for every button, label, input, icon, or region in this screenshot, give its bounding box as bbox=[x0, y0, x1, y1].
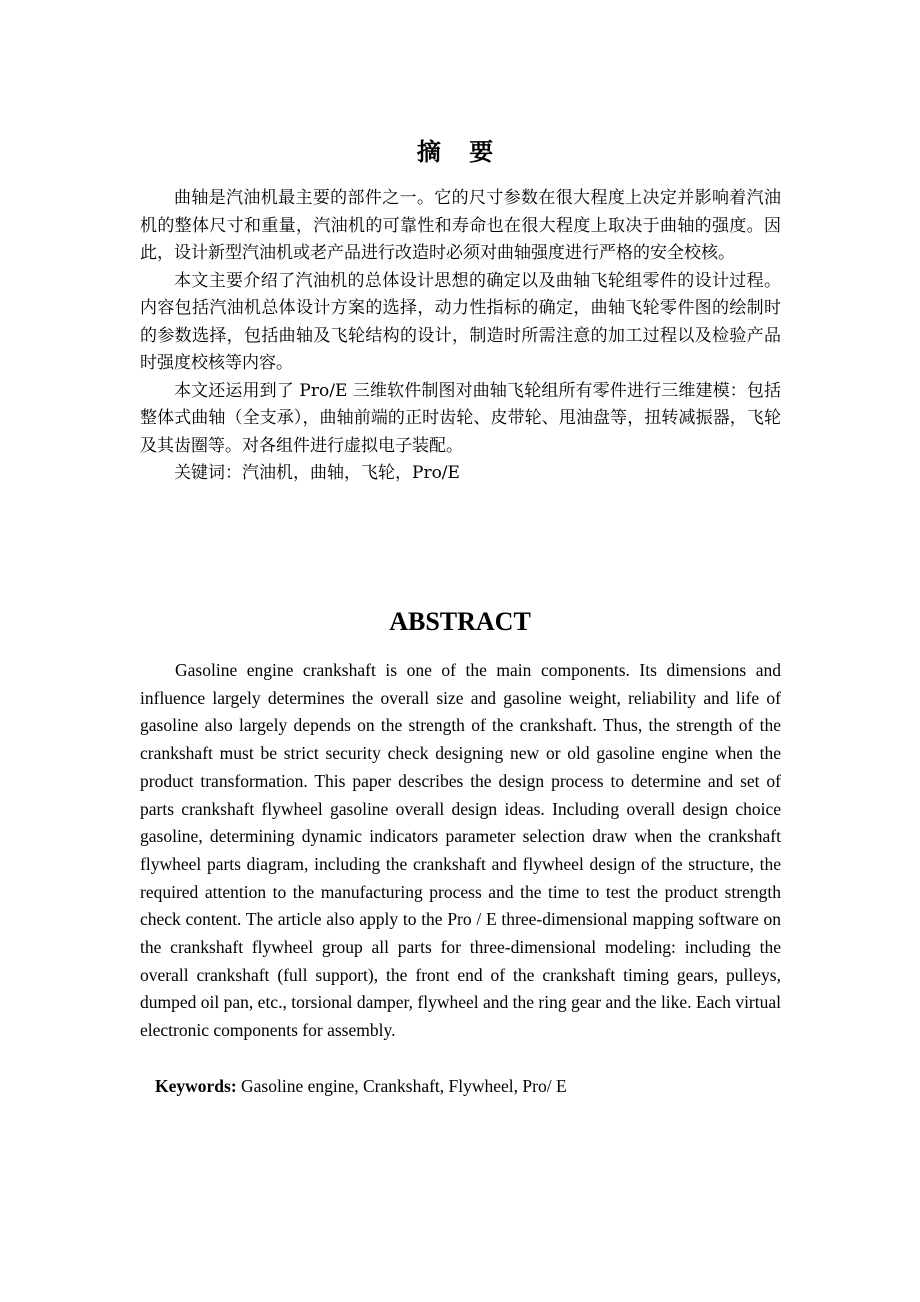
english-keywords-label: Keywords: bbox=[155, 1076, 237, 1096]
english-abstract-body bbox=[140, 657, 781, 1045]
english-keywords bbox=[155, 1073, 567, 1101]
chinese-paragraph-3: 本文还运用到了 Pro/E 三维软件制图对曲轴飞轮组所有零件进行三维建模：包括整体式曲轴（全支承），曲轴前端的正时齿轮、皮带轮、甩油盘等，扭转减振器，飞轮及其齿圈等。对各组件进行虚拟电子装配。 bbox=[140, 380, 781, 456]
chinese-abstract-body bbox=[140, 185, 781, 488]
chinese-paragraph-1: 曲轴是汽油机最主要的部件之一。它的尺寸参数在很大程度上决定并影响着汽油机的整体尺寸和重量，汽油机的可靠性和寿命也在很大程度上取决于曲轴的强度。因此，设计新型汽油机或老产品进行改造时必须对曲轴强度进行严格的安全校核。 bbox=[140, 188, 781, 263]
english-abstract-title: ABSTRACT bbox=[389, 607, 531, 636]
chinese-abstract-title: 摘 要 bbox=[416, 138, 504, 166]
english-keywords-value: Gasoline engine, Crankshaft, Flywheel, Pro/ E bbox=[236, 1076, 567, 1096]
chinese-keywords: 关键词：汽油机，曲轴，飞轮，Pro/E bbox=[174, 463, 460, 483]
chinese-paragraph-2: 本文主要介绍了汽油机的总体设计思想的确定以及曲轴飞轮组零件的设计过程。内容包括汽油机总体设计方案的选择，动力性指标的确定，曲轴飞轮零件图的绘制时的参数选择，包括曲轴及飞轮结构的设计，制造时所需注意的加工过程以及检验产品时强度校核等内容。 bbox=[140, 270, 781, 373]
english-paragraph: Gasoline engine crankshaft is one of the main components. Its dimensions and influence largely determines the overall size and gasoline weight, reliability and life of gasoline also largely depends on the strength of the crankshaft. Thus, the strength of the crankshaft must be strict security check designing new or old gasoline engine when the product transformation. This paper describes the design process to determine and set of parts crankshaft flywheel gasoline overall design ideas. Including overall design choice gasoline, determining dynamic indicators parameter selection draw when the crankshaft flywheel parts diagram, including the crankshaft and flywheel design of the structure, the required attention to the manufacturing process and the time to test the product strength check content. The article also apply to the Pro / E three-dimensional mapping software on the crankshaft flywheel group all parts for three-dimensional modeling: including the overall crankshaft (full support), the front end of the crankshaft timing gears, pulleys, dumped oil pan, etc., torsional damper, flywheel and the ring gear and the like. Each virtual electronic components for assembly. bbox=[140, 660, 781, 1041]
